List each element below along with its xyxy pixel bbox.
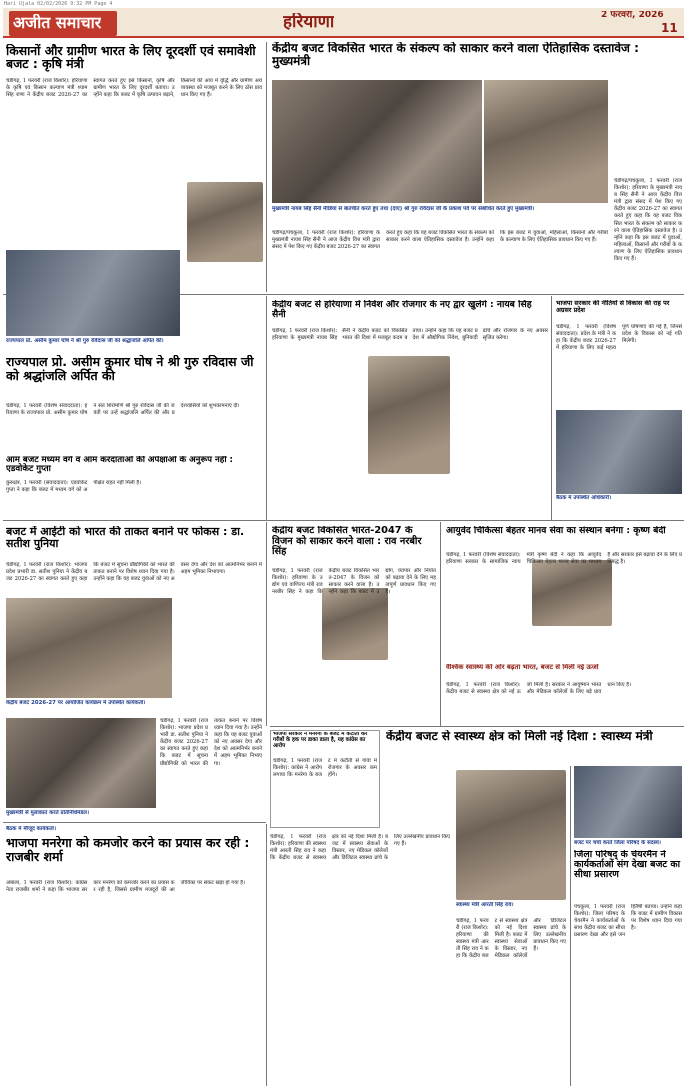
a12-body: अंबाला, 1 फरवरी (राज किशोर): कांग्रेस नेता राजबीर शर्मा ने कहा कि भाजपा सरकार मनरेगा को कमजोर करने का प्रयास कर रही है, जिससे ग्रामीण मजदूरों की आजीविका पर संकट खड़ा हो गया है। xyxy=(6,880,245,894)
a15-meeting-photo xyxy=(574,766,682,838)
a15-headline: जिला परिषद् के चेयरमैन ने कार्यकर्ताओं संग देखा बजट का सीधा प्रसारण xyxy=(574,850,681,881)
a12-photo-caption: बैठक में मौजूद कार्यकर्ता। xyxy=(6,826,57,832)
a2-headline: केंद्रीय बजट विकसित भारत के संकल्प को साकार करने वाला ऐतिहासिक दस्तावेज : मुख्यमंत्री xyxy=(272,42,639,68)
a5-photo-caption: राज्यपाल प्रो. असीम कुमार घोष ने श्री गुरु रविदास जी को श्रद्धांजलि अर्पित की। xyxy=(6,338,164,344)
a8-body: चंडीगढ़, 1 फरवरी (राज किशोर): भाजपा प्रदेश प्रभारी डा. सतीश पुनिया ने केंद्रीय बजट 2026-27 का स्वागत करते हुए कहा कि बजट में सूचना प्रौद्योगिकी को भारत की ताकत बनाने पर विशेष ध्यान दिया गया है। उन्होंने कहा कि यह बजट युवाओं को नए अवसर देगा और देश को आत्मनिर्भर बनाने में अहम भूमिका निभाएगा। xyxy=(6,562,262,583)
a15-body: पंचकूला, 1 फरवरी (राज किशोर): जिला परिषद के चेयरमैन ने कार्यकर्ताओं के साथ केंद्रीय बजट का सीधा प्रसारण देखा और इसे जनहितैषी बताया। उन्होंने कहा कि बजट में ग्रामीण विकास पर विशेष ध्यान दिया गया है। xyxy=(574,904,682,939)
a15-photo-caption: बजट पर चर्चा करते जिला परिषद के सदस्य। xyxy=(574,840,661,846)
a2-photo-caption: मुख्यमंत्री नायब सिंह सैनी मीडिया से बातचीत करते हुए तथा (दाएं) श्री गुरु रविदास जी के प्रकाश पर्व पर संबोधित करते हुए मुख्यमंत्री। xyxy=(272,206,535,212)
a11-headline: वैश्विक स्वास्थ्य की ओर बढ़ता भारत, बजट से मिली नई ऊर्जा xyxy=(446,664,599,671)
a7-photo-caption: बैठक में उपस्थित अधिकारी। xyxy=(556,495,612,501)
a1-body: चंडीगढ़, 1 फरवरी (राज किशोर): हरियाणा के कृषि एवं किसान कल्याण मंत्री श्याम सिंह राणा ने केंद्रीय बजट 2026-27 का स्वागत करते हुए इसे किसानों, कृषि और ग्रामीण भारत के लिए दूरदर्शी बताया। उन्होंने कहा कि बजट में कृषि उत्पादन बढ़ाने, किसानों की आय में वृद्धि और ग्रामीण अर्थव्यवस्था को मजबूत करने के लिए ठोस प्रावधान किए गए हैं। xyxy=(6,78,262,99)
a2-photo-press xyxy=(272,80,482,203)
a3-body: चंडीगढ़, 1 फरवरी (राज किशोर): हरियाणा के मुख्यमंत्री नायब सिंह सैनी ने केंद्रीय बजट को विकसित भारत की दिशा में मजबूत कदम बताया। उन्होंने कहा कि यह बजट प्रदेश में औद्योगिक निवेश, बुनियादी ढांचे और रोजगार के नए अवसर सृजित करेगा। xyxy=(272,328,548,342)
a3-headline: केंद्रीय बजट से हरियाणा में निवेश और रोजगार के नए द्वार खुलेंगे : नायब सिंह सैनी xyxy=(272,300,532,320)
a7-meeting-photo xyxy=(556,410,682,494)
a13-body: चंडीगढ़, 1 फरवरी (राज किशोर): कांग्रेस ने आरोप लगाया कि मनरेगा के बजट में कटौती से गांवों में रोजगार के अवसर कम होंगे। xyxy=(273,758,377,779)
section-title: हरियाणा xyxy=(283,13,335,32)
a8-group-photo xyxy=(6,598,172,698)
a2-photo-event xyxy=(484,80,608,203)
a4-body: चंडीगढ़, 1 फरवरी (विशेष संवाददाता): प्रदेश के मंत्री ने कहा कि केंद्रीय बजट 2026-27 में हरियाणा के लिए कई महत्वपूर्ण घोषणाएं की गई हैं, जिनसे प्रदेश के विकास को नई गति मिलेगी। xyxy=(556,324,682,352)
a14-headline: केंद्रीय बजट से स्वास्थ्य क्षेत्र को मिली नई दिशा : स्वास्थ्य मंत्री xyxy=(386,730,653,743)
header-bar xyxy=(3,8,684,38)
a1-headline: किसानों और ग्रामीण भारत के लिए दूरदर्शी एवं समावेशी बजट : कृषि मंत्री xyxy=(6,44,256,72)
header-date: 2 फरवरी, 2026 xyxy=(601,11,664,20)
a9-headline: केंद्रीय बजट विकसित भारत-2047 के विजन को साकार करने वाला : राव नरबीर सिंह xyxy=(272,526,422,558)
a8-headline: बजट में आईटी को भारत की ताकत बनाने पर फोकस : डा. सतीश पुनिया xyxy=(6,526,245,550)
a9-body: चंडीगढ़, 1 फरवरी (राज किशोर): हरियाणा के उद्योग एवं वाणिज्य मंत्री राव नरबीर सिंह ने कहा कि केंद्रीय बजट विकसित भारत-2047 के विजन को साकार करने वाला है। उन्होंने कहा कि बजट में उद्योग, व्यापार और निर्यात को बढ़ावा देने के लिए महत्वपूर्ण प्रावधान किए गए हैं। xyxy=(272,568,436,596)
a14-minister-photo xyxy=(456,770,566,900)
a8-second-photo xyxy=(6,718,156,808)
a5-governor-photo xyxy=(6,250,180,336)
a6-body: कुरुक्षेत्र, 1 फरवरी (संवाददाता): एडवोकेट गुप्ता ने कहा कि बजट में मध्यम वर्ग को अपेक्षित राहत नहीं मिली है। xyxy=(6,480,142,494)
a1-minister-photo xyxy=(187,182,263,262)
a13-headline: भाजपा सरकार ने मनरेगा के बजट में कटौती कर गरीबों के हक पर डाका डाला है, यह कांग्रेस का आरोप xyxy=(273,732,368,749)
a8-body-lower: चंडीगढ़, 1 फरवरी (राज किशोर): भाजपा प्रदेश प्रभारी डा. सतीश पुनिया ने केंद्रीय बजट 2026-27 का स्वागत करते हुए कहा कि बजट में सूचना प्रौद्योगिकी को भारत की ताकत बनाने पर विशेष ध्यान दिया गया है। उन्होंने कहा कि यह बजट युवाओं को नए अवसर देगा और देश को आत्मनिर्भर बनाने में अहम भूमिका निभाएगा। xyxy=(160,718,262,767)
a4-headline: भाजपा सरकार की नीतियों से विकास की राह पर अग्रसर प्रदेश xyxy=(556,300,670,314)
a14-body-right: चंडीगढ़, 1 फरवरी (राज किशोर): हरियाणा की स्वास्थ्य मंत्री आरती सिंह राव ने कहा कि केंद्रीय बजट से स्वास्थ्य क्षेत्र को नई दिशा मिली है। बजट में स्वास्थ्य सेवाओं के विस्तार, नए मेडिकल कॉलेजों और डिजिटल स्वास्थ्य ढांचे के लिए उल्लेखनीय प्रावधान किए गए हैं। xyxy=(456,918,566,960)
print-info-line: Hari Ujala 02/02/2026 9:32 PM Page 4 xyxy=(4,1,113,7)
a5-body: चंडीगढ़, 1 फरवरी (विशेष संवाददाता): हरियाणा के राज्यपाल प्रो. असीम कुमार घोष ने संत शिरोमणि श्री गुरु रविदास जी की जयंती पर उन्हें श्रद्धांजलि अर्पित की और प्रदेशवासियों को शुभकामनाएं दीं। xyxy=(6,403,240,417)
a10-headline: आयुर्वेद चिकित्सा बेहतर मानव सेवा का संस्थान बनेगा : कृष्ण बेदी xyxy=(446,526,666,536)
paper-name: अजीत समाचार xyxy=(13,14,102,32)
a6-headline: आम बजट मध्यम वर्ग व आम करदाताओं की अपेक्षाओं के अनुरूप नहीं : एडवोकेट गुप्ता xyxy=(6,456,233,475)
a11-body: चंडीगढ़, 1 फरवरी (राज किशोर): केंद्रीय बजट से स्वास्थ्य क्षेत्र को नई ऊर्जा मिली है। सरकार ने आयुष्मान भारत और मेडिकल कॉलेजों के लिए बड़े प्रावधान किए हैं। xyxy=(446,682,631,696)
a2-body-side: चंडीगढ़/पंचकूला, 1 फरवरी (राज किशोर): हरियाणा के मुख्यमंत्री नायब सिंह सैनी ने आज केंद्रीय वित्त मंत्री द्वारा संसद में पेश किए गए केंद्रीय बजट 2026-27 का स्वागत करते हुए कहा कि यह बजट विकसित भारत के संकल्प को साकार करने वाला ऐतिहासिक दस्तावेज है। उन्होंने कहा कि इस बजट में युवाओं, महिलाओं, किसानों और गरीबों के कल्याण के लिए ऐतिहासिक प्रावधान किए गए हैं। xyxy=(614,178,682,263)
a14-photo-caption: स्वास्थ्य मंत्री आरती सिंह राव। xyxy=(456,902,514,908)
a8-photo-caption: केंद्रीय बजट 2026-27 पर आयोजित कार्यक्रम में उपस्थित कार्यकर्ता। xyxy=(6,700,146,706)
a14-body: चंडीगढ़, 1 फरवरी (राज किशोर): हरियाणा की स्वास्थ्य मंत्री आरती सिंह राव ने कहा कि केंद्रीय बजट से स्वास्थ्य क्षेत्र को नई दिशा मिली है। बजट में स्वास्थ्य सेवाओं के विस्तार, नए मेडिकल कॉलेजों और डिजिटल स्वास्थ्य ढांचे के लिए उल्लेखनीय प्रावधान किए गए हैं। xyxy=(270,834,450,862)
a10-body: चंडीगढ़, 1 फरवरी (विशेष संवाददाता): हरियाणा सरकार के सामाजिक न्याय मंत्री कृष्ण बेदी ने कहा कि आयुर्वेद चिकित्सा बेहतर मानव सेवा का माध्यम है और सरकार इसे बढ़ावा देने के लिए प्रतिबद्ध है। xyxy=(446,552,682,566)
a2-body: चंडीगढ़/पंचकूला, 1 फरवरी (राज किशोर): हरियाणा के मुख्यमंत्री नायब सिंह सैनी ने आज केंद्रीय वित्त मंत्री द्वारा संसद में पेश किए गए केंद्रीय बजट 2026-27 का स्वागत करते हुए कहा कि यह बजट विकसित भारत के संकल्प को साकार करने वाला ऐतिहासिक दस्तावेज है। उन्होंने कहा कि इस बजट में युवाओं, महिलाओं, किसानों और गरीबों के कल्याण के लिए ऐतिहासिक प्रावधान किए गए हैं। xyxy=(272,230,608,251)
a12-headline: भाजपा मनरेगा को कमजोर करने का प्रयास कर रही : राजबीर शर्मा xyxy=(6,836,250,864)
a8-photo-caption-2: मुख्यमंत्री से मुलाकात करते प्रतिनिधिमंडल। xyxy=(6,810,89,816)
a5-headline: राज्यपाल प्रो. असीम कुमार घोष ने श्री गुरु रविदास जी को श्रद्धांजलि अर्पित की xyxy=(6,355,254,383)
page-number: 11 xyxy=(661,22,678,35)
